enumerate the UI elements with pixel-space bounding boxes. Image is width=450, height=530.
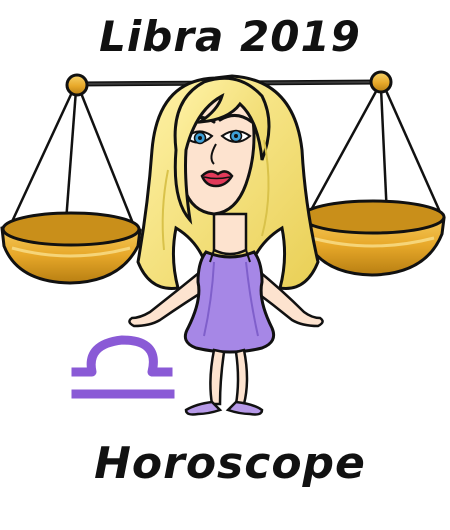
purple-dress — [185, 252, 273, 352]
right-shoe — [228, 402, 262, 415]
right-scale-pan — [301, 72, 444, 275]
left-shoe — [186, 402, 220, 415]
left-scale-pan — [2, 75, 140, 283]
right-leg — [236, 350, 247, 404]
left-pivot-knob — [67, 75, 87, 95]
right-pivot-knob — [371, 72, 391, 92]
left-leg — [210, 350, 224, 404]
libra-zodiac-symbol — [76, 340, 170, 394]
page-subtitle: Horoscope — [94, 438, 366, 489]
page-title: Libra 2019 — [99, 12, 361, 61]
blonde-woman-character — [129, 76, 322, 415]
